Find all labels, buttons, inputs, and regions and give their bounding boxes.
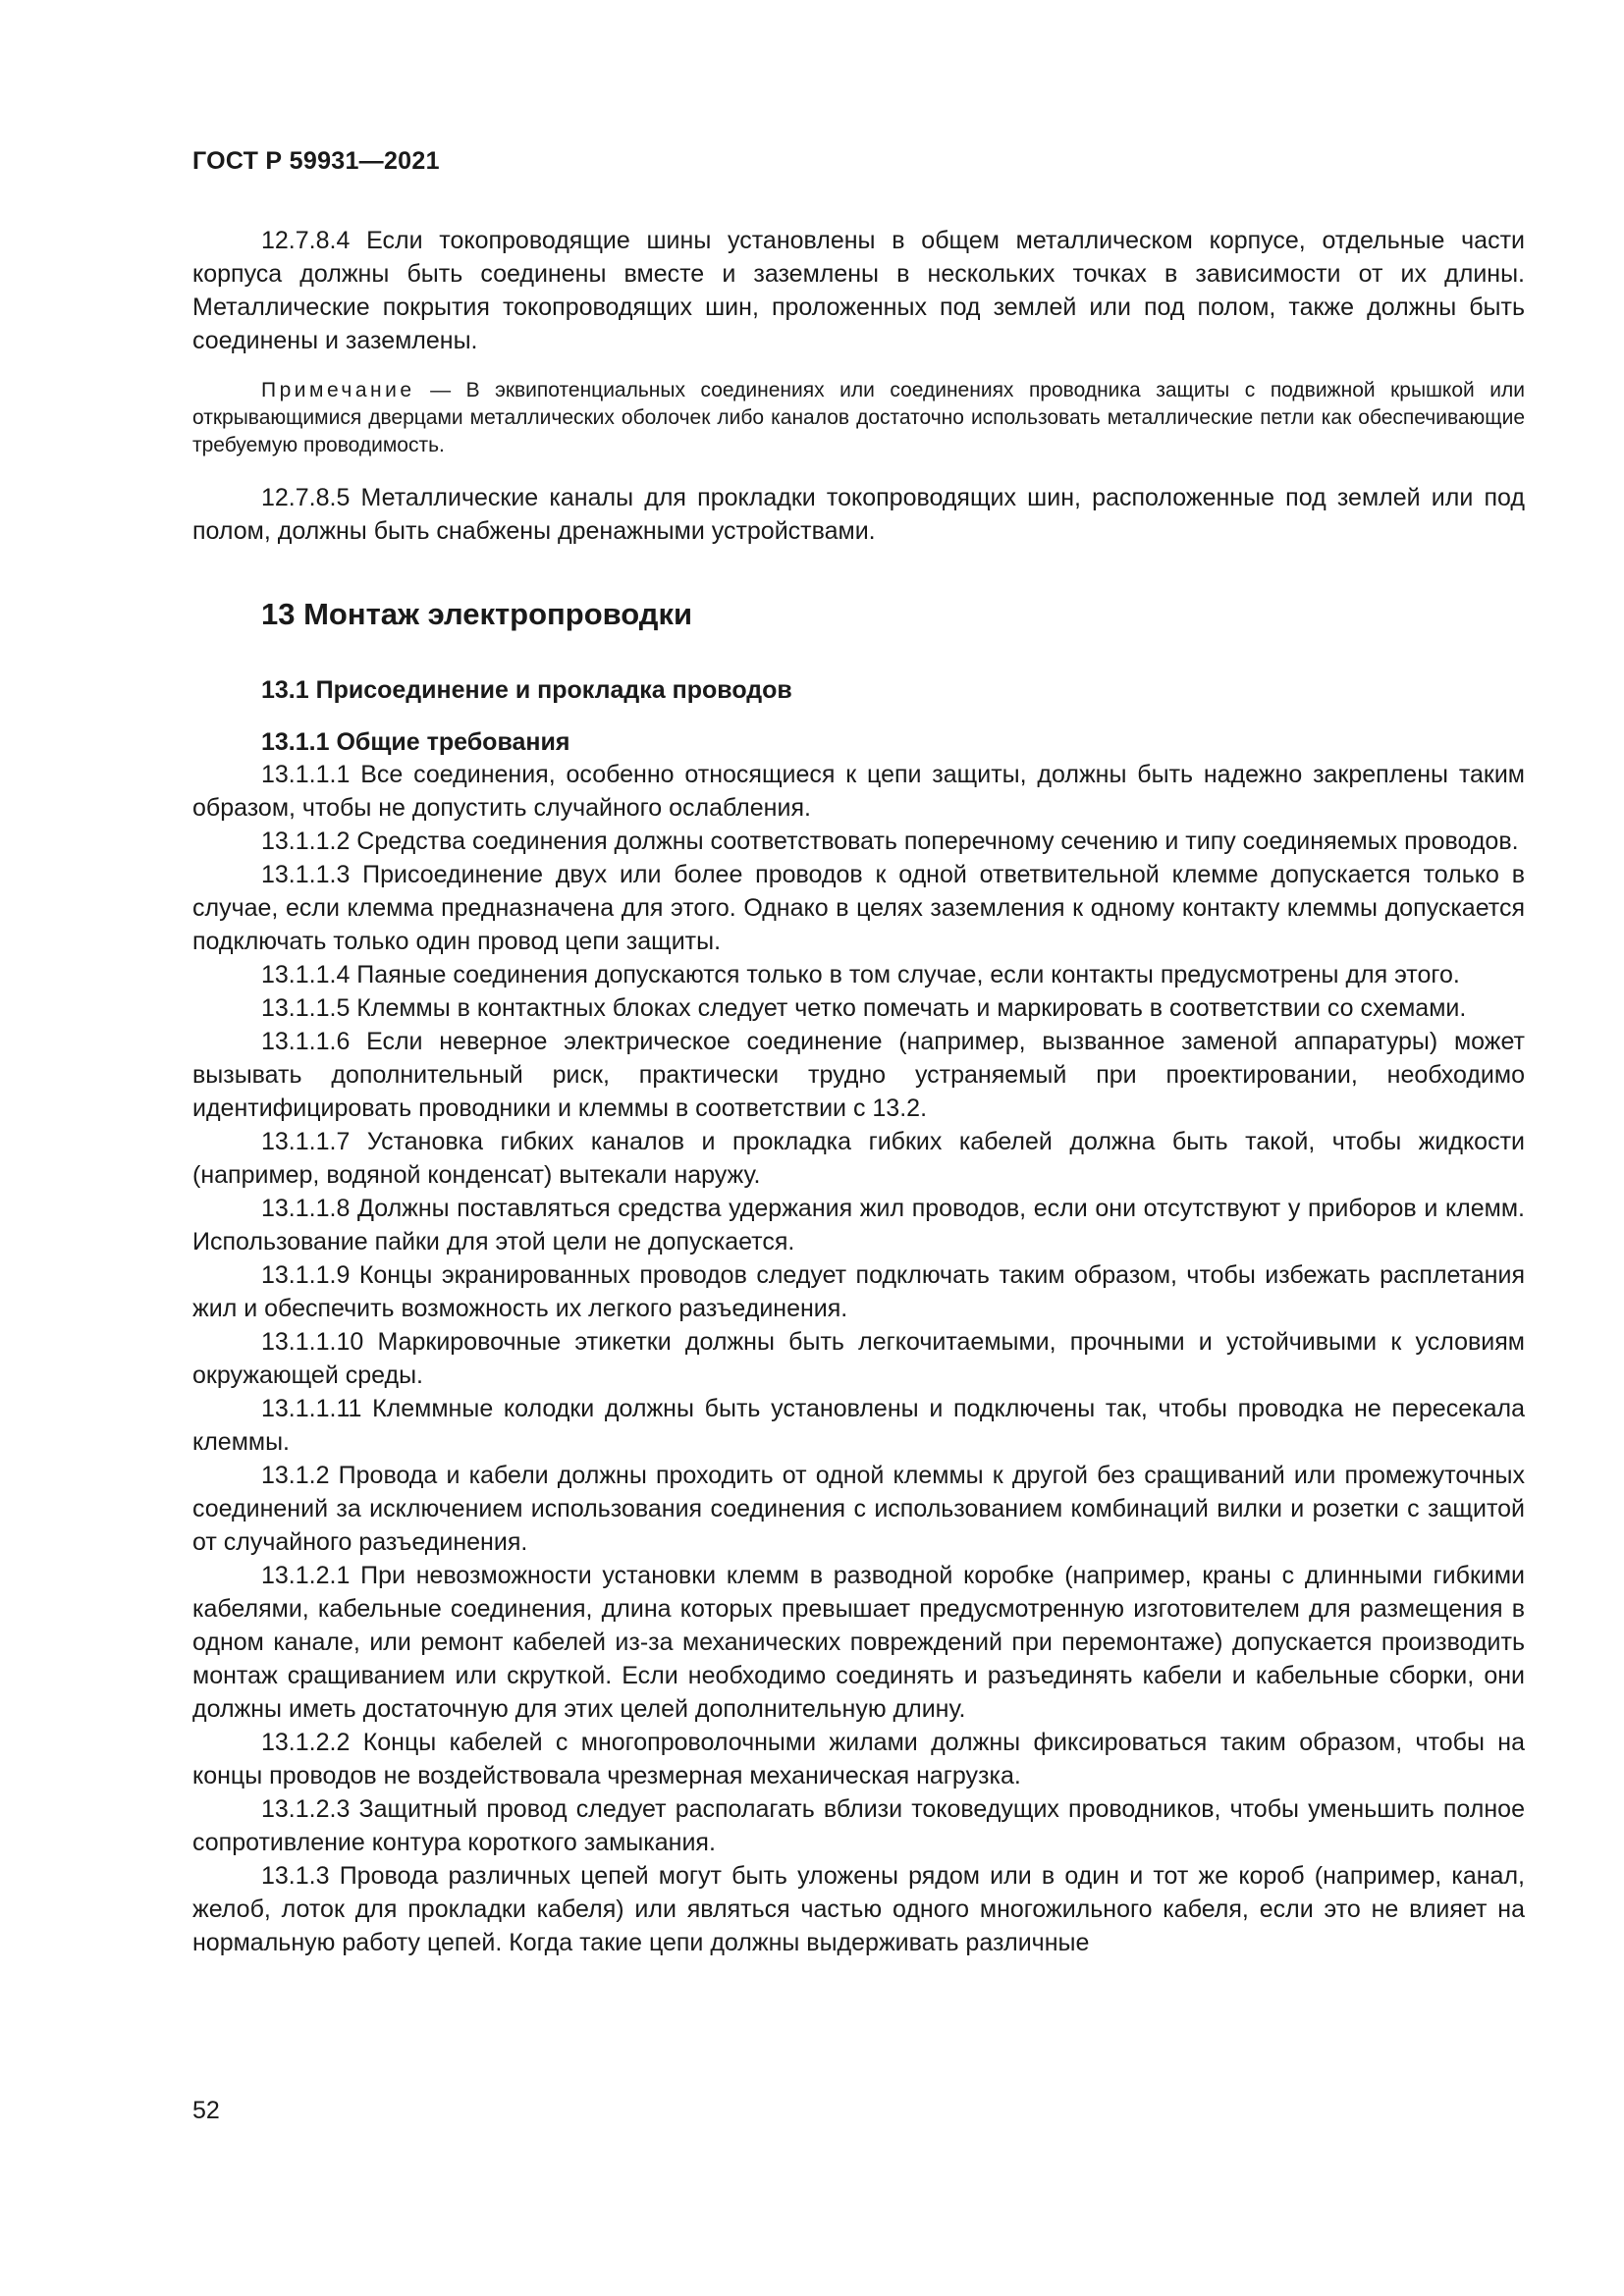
paragraph: 13.1.1.7 Установка гибких каналов и прокладка гибких кабелей должна быть такой, чтобы жидкости (например, водяной конденсат) вытекали наружу. [192,1128,1525,1189]
page-header-standard-code: ГОСТ Р 59931—2021 [192,147,440,175]
note [192,377,1525,459]
paragraph: 13.1.1.1 Все соединения, особенно относящиеся к цепи защиты, должны быть надежно закреплены таким образом, чтобы не допустить случайного ослабления. [192,761,1525,822]
paragraph: 13.1.2.3 Защитный провод следует располагать вблизи токоведущих проводников, чтобы уменьшить полное сопротивление контура короткого замыкания. [192,1795,1525,1856]
paragraph: 13.1.1.5 Клеммы в контактных блоках следует четко помечать и маркировать в соответствии со схемами. [261,994,1467,1022]
paragraph: 13.1.1.9 Концы экранированных проводов следует подключать таким образом, чтобы избежать расплетания жил и обеспечить возможность их легкого разъединения. [192,1261,1525,1322]
paragraph: 13.1.1.10 Маркировочные этикетки должны быть легкочитаемыми, прочными и устойчивыми к условиям окружающей среды. [192,1328,1525,1389]
paragraph: 13.1.1.6 Если неверное электрическое соединение (например, вызванное заменой аппаратуры) может вызывать дополнительный риск, практически трудно устраняемый при проектировании, необходимо идентифицировать проводники и клеммы в соответствии с 13.2. [192,1028,1525,1122]
page-number: 52 [192,2097,220,2124]
paragraph-12-7-8-5: 12.7.8.5 Металлические каналы для прокладки токопроводящих шин, расположенные под землей или под полом, должны быть снабжены дренажными устройствами. [192,484,1525,545]
paragraph: 13.1.1.11 Клеммные колодки должны быть установлены и подключены так, чтобы проводка не пересекала клеммы. [192,1395,1525,1456]
paragraph: 13.1.2.2 Концы кабелей с многопроволочными жилами должны фиксироваться таким образом, чтобы на концы проводов не воздействовала чрезмерная механическая нагрузка. [192,1729,1525,1789]
note-text: — В эквипотенциальных соединениях или соединениях проводника защиты с подвижной крышкой или открывающимися дверцами металлических оболочек либо каналов достаточно использовать металлические петли как обеспечивающие требуемую проводимость. [192,379,1525,456]
section-title: 13 Монтаж электропроводки [261,597,693,631]
paragraph: 13.1.1.2 Средства соединения должны соответствовать поперечному сечению и типу соединяемых проводов. [261,828,1519,855]
paragraph: 13.1.1.3 Присоединение двух или более проводов к одной ответвительной клемме допускается только в случае, если клемма предназначена для этого. Однако в целях заземления к одному контакту клеммы допускается подключать только один провод цепи защиты. [192,861,1525,955]
paragraph: 13.1.3 Провода различных цепей могут быть уложены рядом или в один и тот же короб (например, канал, желоб, лоток для прокладки кабеля) или являться частью одного многожильного кабеля, если это не влияет на нормальную работу цепей. Когда такие цепи должны выдерживать различные [192,1862,1525,1956]
paragraph: 13.1.2 Провода и кабели должны проходить от одной клеммы к другой без сращиваний или промежуточных соединений за исключением использования соединения с использованием комбинаций вилки и розетки с защитой от случайного разъединения. [192,1462,1525,1556]
note-label: Примечание [261,379,415,401]
paragraph: 13.1.1.4 Паяные соединения допускаются только в том случае, если контакты предусмотрены для этого. [261,961,1460,988]
subsubsection-title: 13.1.1 Общие требования [261,728,570,756]
main-paragraphs [192,758,1525,1959]
subsection-title: 13.1 Присоединение и прокладка проводов [261,676,792,704]
paragraph: 13.1.1.8 Должны поставляться средства удержания жил проводов, если они отсутствуют у приборов и клемм. Использование пайки для этой цели не допускается. [192,1195,1525,1255]
paragraph: 13.1.2.1 При невозможности установки клемм в разводной коробке (например, краны с длинными гибкими кабелями, кабельные соединения, длина которых превышает предусмотренную изготовителем для размещения в одном канале, или ремонт кабелей из-за механических повреждений при перемонтаже) допускается производить монтаж сращиванием или скруткой. Если необходимо соединять и разъединять кабели и кабельные сборки, они должны иметь достаточную для этих целей дополнительную длину. [192,1562,1525,1723]
paragraph-12-7-8-4: 12.7.8.4 Если токопроводящие шины установлены в общем металлическом корпусе, отдельные части корпуса должны быть соединены вместе и заземлены в нескольких точках в зависимости от их длины. Металлические покрытия токопроводящих шин, проложенных под землей или под полом, также должны быть соединены и заземлены. [192,227,1525,354]
document-body [192,224,1525,1959]
